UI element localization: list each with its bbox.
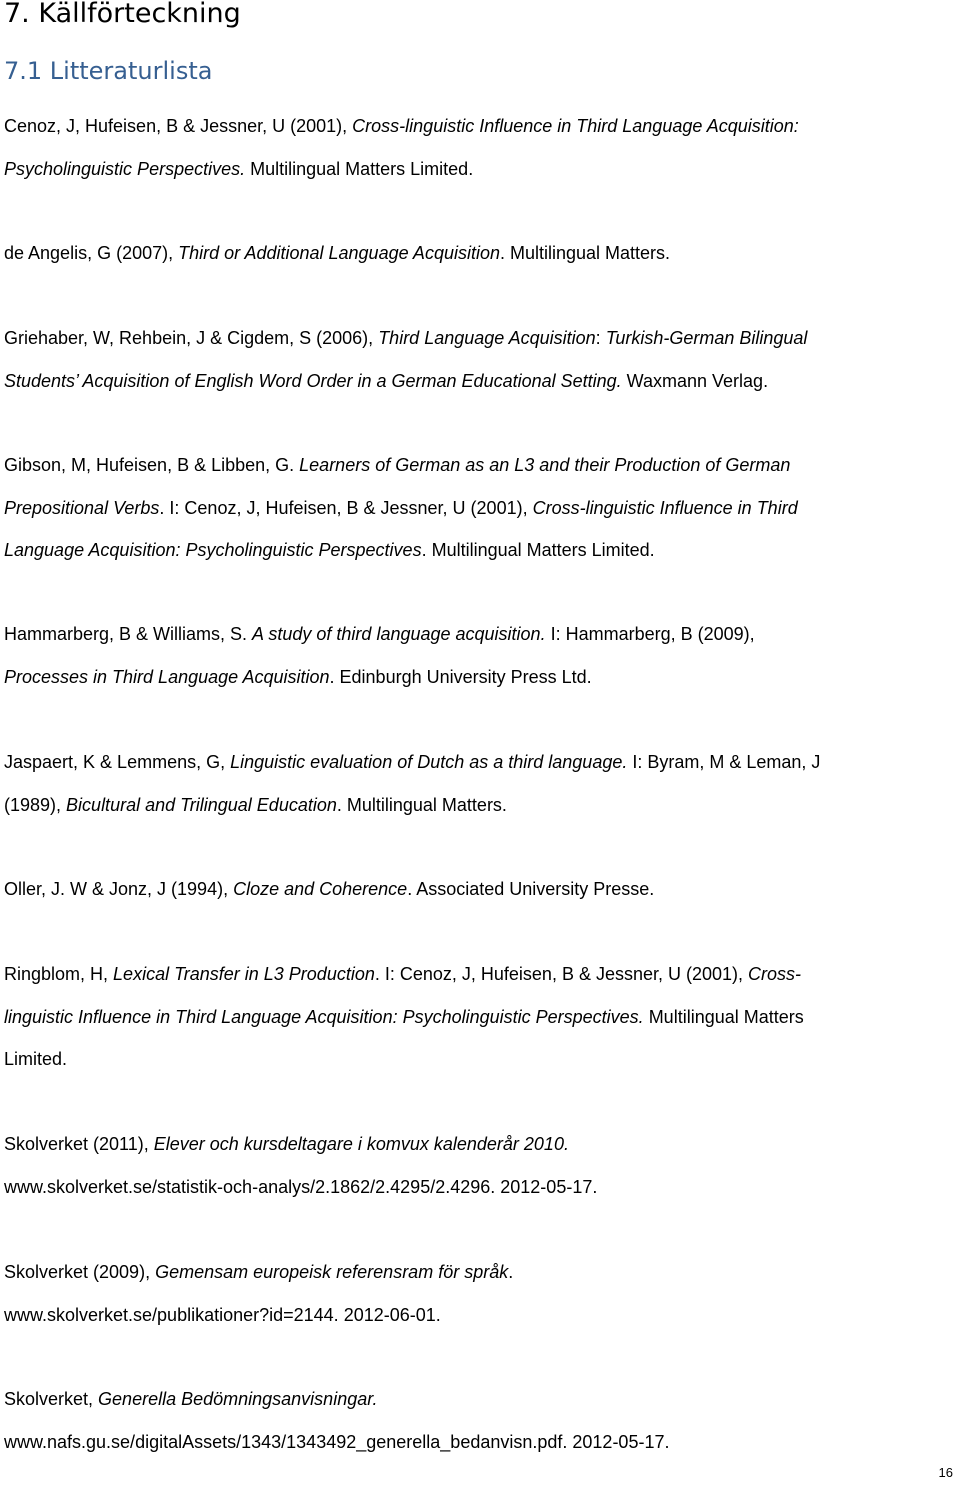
reference-title-text: Cross-linguistic Influence in Third Language Acquisition:: [352, 116, 799, 136]
reference-title-text: Generella Bedömningsanvisningar.: [98, 1389, 378, 1409]
reference-entry: [4, 1251, 956, 1336]
reference-text: Cenoz, J, Hufeisen, B & Jessner, U (2001),: [4, 116, 353, 136]
reference-title-text: Prepositional Verbs: [4, 497, 160, 518]
subsection-heading: 7.1 Litteraturlista: [4, 57, 213, 85]
reference-text: Jaspaert, K & Lemmens, G,: [4, 752, 231, 772]
reference-title-text: Linguistic evaluation of Dutch as a third language.: [230, 752, 628, 772]
reference-title-text: A study of third language acquisition.: [252, 624, 546, 644]
reference-entry: [4, 317, 956, 402]
reference-text: de Angelis, G (2007),: [4, 243, 179, 263]
reference-text: I: Byram, M & Leman, J: [627, 752, 821, 772]
reference-text: www.skolverket.se/statistik-och-analys/2.1862/2.4295/2.4296. 2012-05-17.: [4, 1176, 598, 1197]
reference-text: :: [595, 328, 606, 348]
reference-title-text: Cross-: [748, 964, 802, 984]
reference-title-text: Language Acquisition: Psycholinguistic Perspectives: [4, 540, 422, 560]
page-number: 16: [938, 1465, 953, 1480]
reference-title-text: Students’ Acquisition of English Word Order in a German Educational Setting.: [4, 370, 622, 391]
reference-text: Multilingual Matters Limited.: [245, 158, 474, 179]
reference-title-text: Elever och kursdeltagare i komvux kalenderår 2010.: [153, 1134, 569, 1154]
reference-title-text: Lexical Transfer in L3 Production: [113, 964, 375, 984]
reference-title-text: Third or Additional Language Acquisition: [178, 243, 500, 263]
reference-text: Griehaber, W, Rehbein, J & Cigdem, S (2006),: [4, 328, 379, 348]
reference-title-text: Psycholinguistic Perspectives.: [4, 158, 246, 179]
reference-text: (1989),: [4, 794, 67, 815]
reference-entry: [4, 1123, 956, 1208]
reference-text: Limited.: [4, 1049, 68, 1069]
reference-text: . Edinburgh University Press Ltd.: [329, 666, 592, 687]
reference-entry: [4, 868, 956, 911]
reference-title-text: Cross-linguistic Influence in Third: [532, 497, 798, 518]
reference-text: Skolverket,: [4, 1389, 99, 1409]
reference-text: . Multilingual Matters Limited.: [421, 540, 655, 560]
reference-entry: [4, 232, 956, 275]
reference-text: . Multilingual Matters.: [336, 794, 507, 815]
reference-entry: [4, 1378, 956, 1463]
reference-text: . I: Cenoz, J, Hufeisen, B & Jessner, U (2001),: [159, 497, 533, 518]
reference-text: Skolverket (2009),: [4, 1262, 156, 1282]
reference-text: I: Hammarberg, B (2009),: [545, 624, 755, 644]
reference-text: . I: Cenoz, J, Hufeisen, B & Jessner, U (2001),: [374, 964, 749, 984]
reference-text: Hammarberg, B & Williams, S.: [4, 624, 253, 644]
reference-text: . Associated University Presse.: [407, 879, 655, 899]
reference-title-text: Cloze and Coherence: [233, 879, 408, 899]
reference-text: Skolverket (2011),: [4, 1134, 154, 1154]
reference-text: www.skolverket.se/publikationer?id=2144. 2012-06-01.: [4, 1304, 441, 1325]
reference-entry: [4, 444, 956, 572]
reference-text: Multilingual Matters: [643, 1006, 804, 1027]
reference-title-text: Turkish-German Bilingual: [605, 328, 808, 348]
reference-text: .: [508, 1262, 514, 1282]
reference-text: Gibson, M, Hufeisen, B & Libben, G.: [4, 455, 300, 475]
reference-title-text: Gemensam europeisk referensram för språk: [155, 1262, 509, 1282]
reference-title-text: Processes in Third Language Acquisition: [4, 666, 330, 687]
reference-title-text: Bicultural and Trilingual Education: [66, 794, 337, 815]
reference-text: www.nafs.gu.se/digitalAssets/1343/1343492_generella_bedanvisn.pdf. 2012-05-17.: [4, 1431, 670, 1452]
section-heading: 7. Källförteckning: [4, 0, 241, 29]
reference-title-text: Learners of German as an L3 and their Production of German: [299, 455, 791, 475]
reference-title-text: Third Language Acquisition: [378, 328, 596, 348]
reference-text: . Multilingual Matters.: [499, 243, 671, 263]
reference-text: Waxmann Verlag.: [621, 370, 769, 391]
reference-title-text: linguistic Influence in Third Language Acquisition: Psycholinguistic Perspectives.: [4, 1006, 644, 1027]
reference-text: Oller, J. W & Jonz, J (1994),: [4, 879, 234, 899]
reference-entry: [4, 613, 956, 698]
reference-text: Ringblom, H,: [4, 964, 114, 984]
reference-entry: [4, 953, 956, 1081]
reference-entry: [4, 741, 956, 826]
reference-entry: [4, 105, 956, 190]
